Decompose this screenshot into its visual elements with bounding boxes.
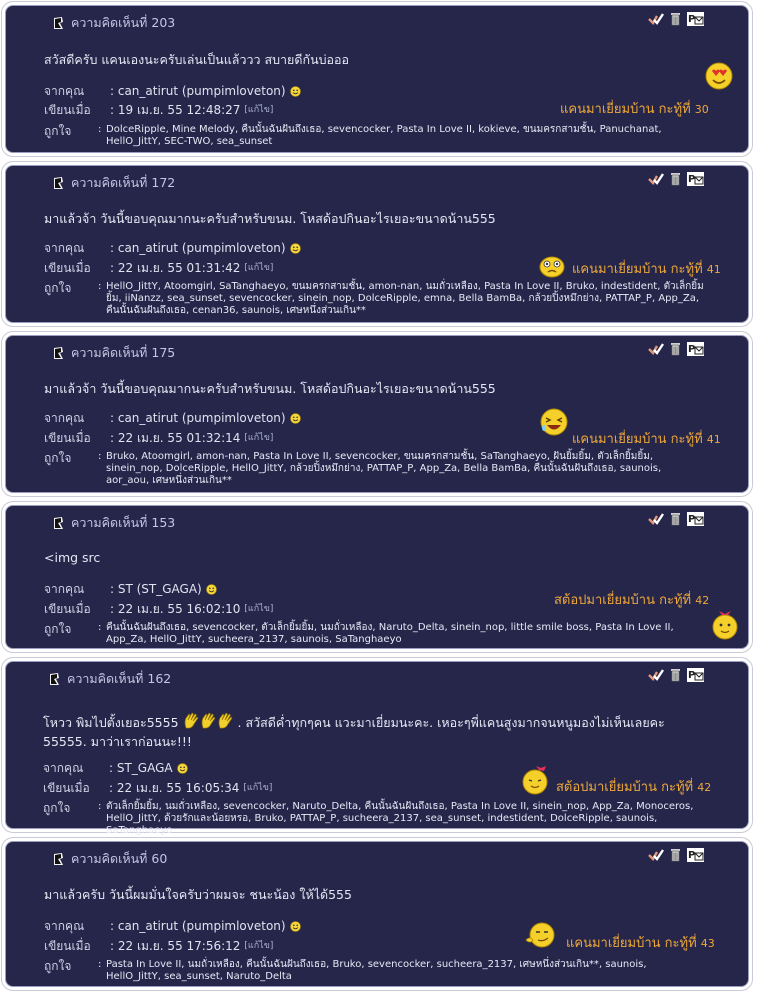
time-label: เขียนเมื่อ <box>44 431 91 445</box>
trash-icon[interactable] <box>670 172 681 186</box>
likes-names: Bruko, Atoomgirl, amon-nan, Pasta In Love II, sevencocker, ขนมครกสามชั้น, SaTanghaeyo, ฝันยิ้มยิ้ม, ตัวเล็กยิ้มยิ้ม, sinein_nop, DolceRipple, HellO_JittY, กล้วยปิ้งหมึกย่าง, PATTAP_P, App_Za, Bella BamBa, คืนนั้นฉันฝันถึงเธอ, saunois, aor_aou, เศษหนึ่งส่วนเกิน** <box>106 451 662 486</box>
waving-hand-icon <box>200 712 217 730</box>
author-label: จากคุณ <box>43 761 84 775</box>
time-label: เขียนเมื่อ <box>43 781 90 795</box>
smile-icon <box>177 763 188 774</box>
comment-card <box>5 335 749 493</box>
time-row <box>44 101 273 119</box>
author-row <box>44 82 301 100</box>
time-label: เขียนเมื่อ <box>44 103 91 117</box>
author-name[interactable]: : ST (ST_GAGA) <box>110 582 202 596</box>
author-row <box>44 917 301 935</box>
time-row <box>44 937 273 955</box>
comment-time: : 22 เม.ย. 55 16:02:10 <box>110 602 241 616</box>
author-label: จากคุณ <box>44 582 85 596</box>
message-icon[interactable] <box>687 172 704 186</box>
comment-actions <box>648 848 704 862</box>
trash-icon[interactable] <box>670 848 681 862</box>
comment-message: สวัสดีครับ แคนเองนะครับเล่นเป็นแล้ววว สบายดีกันบ่อออ <box>44 52 350 67</box>
likes-colon: : <box>98 959 102 970</box>
comment-message: มาแล้วจ้า วันนี้ขอบคุณมากนะครับสำหรับขนม. โหสด้อปกินอะไรเยอะขนาดน้าน555 <box>44 381 496 396</box>
time-label: เขียนเมื่อ <box>44 261 91 275</box>
visit-note: สต้อปมาเยี่ยมบ้าน กะทู้ที่ 42 <box>556 780 712 795</box>
likes-names: HellO_JittY, Atoomgirl, SaTanghaeyo, ขนมครกสามชั้น, amon-nan, นมถั่วเหลือง, Pasta In Love II, Bruko, indestident, ตัวเล็กยิ้มยิ้ม, iiNanzz, sea_sunset, sevencocker, sinein_nop, DolceRipple, emna, Bella BamBa, กล้วยปิ้งหมึกย่าง, PATTAP_P, App_Za, คืนนั้นฉันฝันถึงเธอ, cenan36, saunois, เศษหนึ่งส่วนเกิน** <box>106 281 704 316</box>
avatar-icon <box>52 176 65 190</box>
comment-header <box>52 849 167 869</box>
avatar-icon <box>52 852 65 866</box>
comment-card <box>5 505 749 649</box>
author-name[interactable]: : ST_GAGA <box>109 761 173 775</box>
likes-colon: : <box>98 451 102 462</box>
author-name[interactable]: : can_atirut (pumpimloveton) <box>110 84 286 98</box>
laughing-emoji-icon <box>538 406 570 438</box>
comment-actions <box>648 668 704 682</box>
comment-number: ความคิดเห็นที่ 175 <box>71 345 176 360</box>
likes-list <box>98 281 712 317</box>
message-icon[interactable] <box>687 848 704 862</box>
edit-link[interactable]: [แก้ไข] <box>244 604 274 614</box>
comment-time: : 19 เม.ย. 55 12:48:27 <box>110 103 241 117</box>
comment-number: ความคิดเห็นที่ 203 <box>71 15 176 30</box>
likes-colon: : <box>98 622 102 633</box>
bow-emoji-icon <box>710 609 740 641</box>
author-label: จากคุณ <box>44 411 85 425</box>
likes-label: ถูกใจ <box>44 281 72 295</box>
approve-icon[interactable] <box>648 669 664 682</box>
approve-icon[interactable] <box>648 13 664 26</box>
likes-label: ถูกใจ <box>43 801 71 815</box>
author-name[interactable]: : can_atirut (pumpimloveton) <box>110 411 286 425</box>
comment-message: <img src <box>44 550 101 565</box>
time-row <box>43 779 272 797</box>
trash-icon[interactable] <box>670 12 681 26</box>
author-label: จากคุณ <box>44 84 85 98</box>
trash-icon[interactable] <box>670 342 681 356</box>
author-name[interactable]: : can_atirut (pumpimloveton) <box>110 919 286 933</box>
comment-number: ความคิดเห็นที่ 60 <box>71 851 168 866</box>
likes-names: ตัวเล็กยิ้มยิ้ม, นมถั่วเหลือง, sevencocker, Naruto_Delta, คืนนั้นฉันฝันถึงเธอ, Pasta In Love II, sinein_nop, App_Za, Monoceros, HellO_JittY, ด้วยรักและน้อยหรอ, Bruko, PATTAP_P, sucheera_2137, sea_sunset, indestident, DolceRipple, saunois, SaTanghaeyo <box>106 801 694 836</box>
smile-icon <box>290 921 301 932</box>
likes-list <box>98 622 711 646</box>
comment-card <box>5 5 749 153</box>
message-icon[interactable] <box>687 668 704 682</box>
likes-list <box>98 451 706 487</box>
comment-message: มาแล้วครับ วันนี้ผมมั่นใจครับว่าผมจะ ชนะน้อง ให้ได้555 <box>44 887 352 902</box>
likes-colon: : <box>98 124 102 135</box>
visit-note: แคนมาเยี่ยมบ้าน กะทู้ที่ 30 <box>560 102 709 117</box>
author-row <box>43 759 188 777</box>
comment-card <box>5 165 749 323</box>
author-name[interactable]: : can_atirut (pumpimloveton) <box>110 241 286 255</box>
message-icon[interactable] <box>687 512 704 526</box>
comment-number: ความคิดเห็นที่ 162 <box>67 671 172 686</box>
author-row <box>44 580 217 598</box>
trash-icon[interactable] <box>670 512 681 526</box>
comment-time: : 22 เม.ย. 55 01:31:42 <box>110 261 241 275</box>
visit-note: สต้อปมาเยี่ยมบ้าน กะทู้ที่ 42 <box>554 593 710 608</box>
comment-time: : 22 เม.ย. 55 01:32:14 <box>110 431 241 445</box>
smirk-emoji-icon <box>524 920 556 950</box>
waving-hand-icon <box>217 712 234 730</box>
likes-label: ถูกใจ <box>44 451 72 465</box>
approve-icon[interactable] <box>648 849 664 862</box>
likes-names: Pasta In Love II, นมถั่วเหลือง, คืนนั้นฉันฝันถึงเธอ, Bruko, sevencocker, sucheera_2137, เศษหนึ่งส่วนเกิน**, saunois, HellO_JittY, sea_sunset, Naruto_Delta <box>106 959 647 982</box>
comment-number: ความคิดเห็นที่ 153 <box>71 515 176 530</box>
comment-number: ความคิดเห็นที่ 172 <box>71 175 176 190</box>
message-icon[interactable] <box>687 342 704 356</box>
comment-actions <box>648 172 704 186</box>
likes-colon: : <box>98 801 102 812</box>
author-row <box>44 409 301 427</box>
edit-link[interactable]: [แก้ไข] <box>244 105 274 115</box>
avatar-icon <box>52 346 65 360</box>
crying-emoji-icon <box>538 254 566 278</box>
likes-colon: : <box>98 281 102 292</box>
comment-message: มาแล้วจ้า วันนี้ขอบคุณมากนะครับสำหรับขนม. โหสด้อปกินอะไรเยอะขนาดน้าน555 <box>44 211 496 226</box>
time-label: เขียนเมื่อ <box>44 602 91 616</box>
approve-icon[interactable] <box>648 173 664 186</box>
time-row <box>44 259 273 277</box>
heart-eyes-emoji-icon <box>704 61 734 91</box>
comment-actions <box>648 342 704 356</box>
message-part-2: . สวัสดีค่ำทุกๆคน แวะมาเยี่ยมนะคะ. เหอะๆพี่แคนสูงมากจนหนูมองไม่เห็นเลยคะ 55555. มาว่าเราก่อนนะ!!! <box>43 715 665 749</box>
likes-names: DolceRipple, Mine Melody, คืนนั้นฉันฝันถึงเธอ, sevencocker, Pasta In Love II, kokieve, ขนมครกสามชั้น, Panuchanat, HellO_JittY, SEC-TWO, sea_sunset <box>106 124 662 147</box>
smile-icon <box>290 413 301 424</box>
likes-list <box>98 959 702 983</box>
likes-names: คืนนั้นฉันฝันถึงเธอ, sevencocker, ตัวเล็กยิ้มยิ้ม, นมถั่วเหลือง, Naruto_Delta, sinein_nop, little smile boss, Pasta In Love II, App_Za, HellO_JittY, sucheera_2137, saunois, SaTanghaeyo <box>106 622 674 645</box>
likes-label: ถูกใจ <box>44 124 72 138</box>
likes-list <box>98 801 718 837</box>
visit-note: แคนมาเยี่ยมบ้าน กะทู้ที่ 43 <box>566 936 715 951</box>
visit-note: แคนมาเยี่ยมบ้าน กะทู้ที่ 41 <box>572 432 721 447</box>
likes-label: ถูกใจ <box>44 622 72 636</box>
edit-link[interactable]: [แก้ไข] <box>244 263 274 273</box>
comment-card <box>5 661 749 836</box>
comment-header <box>52 13 175 33</box>
comment-actions <box>648 12 704 26</box>
comment-header <box>48 669 171 689</box>
comment-header <box>52 343 175 363</box>
avatar-icon <box>52 516 65 530</box>
comment-message <box>43 712 683 751</box>
bow-emoji-icon <box>519 765 551 795</box>
edit-link[interactable]: [แก้ไข] <box>244 433 274 443</box>
time-row <box>44 600 273 618</box>
time-row <box>44 429 273 447</box>
smile-icon <box>290 86 301 97</box>
smile-icon <box>206 584 217 595</box>
comment-header <box>52 173 175 193</box>
author-label: จากคุณ <box>44 241 85 255</box>
likes-list <box>98 124 718 148</box>
comment-header <box>52 513 175 533</box>
message-icon[interactable] <box>687 12 704 26</box>
comment-card <box>5 841 749 987</box>
comment-time: : 22 เม.ย. 55 17:56:12 <box>110 939 241 953</box>
comment-time: : 22 เม.ย. 55 16:05:34 <box>109 781 240 795</box>
author-row <box>44 239 301 257</box>
avatar-icon <box>48 672 61 686</box>
smile-icon <box>290 243 301 254</box>
trash-icon[interactable] <box>670 668 681 682</box>
likes-label: ถูกใจ <box>44 959 72 973</box>
edit-link[interactable]: [แก้ไข] <box>243 783 273 793</box>
approve-icon[interactable] <box>648 343 664 356</box>
message-part-1: โหวว พิมไปตั้งเยอะ5555 <box>43 715 179 730</box>
time-label: เขียนเมื่อ <box>44 939 91 953</box>
author-label: จากคุณ <box>44 919 85 933</box>
approve-icon[interactable] <box>648 513 664 526</box>
waving-hand-icon <box>183 712 200 730</box>
comment-actions <box>648 512 704 526</box>
edit-link[interactable]: [แก้ไข] <box>244 941 274 951</box>
visit-note: แคนมาเยี่ยมบ้าน กะทู้ที่ 41 <box>572 262 721 277</box>
avatar-icon <box>52 16 65 30</box>
